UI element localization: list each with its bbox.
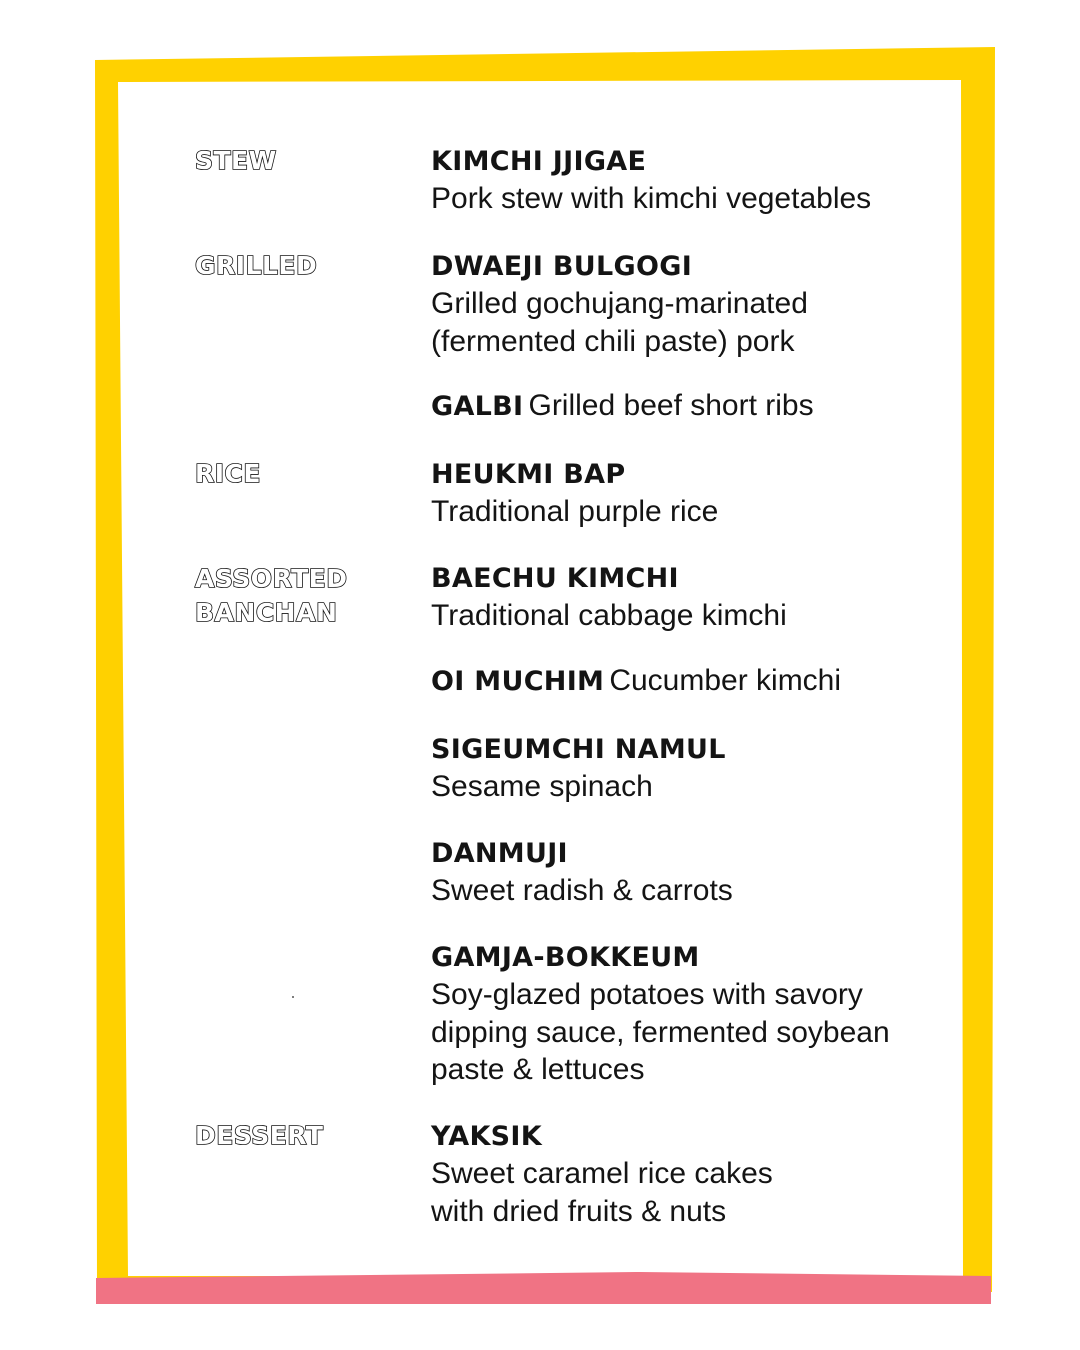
category-label: GRILLED: [195, 251, 318, 280]
desc-line: Traditional purple rice: [431, 495, 719, 528]
item-name: BAECHU KIMCHI: [431, 563, 679, 594]
category-stew: [195, 144, 277, 178]
desc-line: Sweet radish & carrots: [431, 874, 733, 907]
category-grilled: [195, 249, 317, 283]
category-assorted-banchan: [195, 562, 348, 630]
menu-item-galbi: [431, 387, 951, 425]
category-label: ASSORTED: [195, 564, 348, 593]
menu-item-yaksik: [431, 1118, 951, 1230]
item-description: [431, 180, 951, 218]
item-description: Grilled beef short ribs: [528, 389, 814, 422]
desc-line: dipping sauce, fermented soybean: [431, 1015, 890, 1049]
item-description: [431, 493, 951, 531]
item-description: [431, 768, 951, 806]
menu-item-gamja-bokkeum: [431, 939, 951, 1089]
item-description: [431, 597, 951, 635]
category-label: DESSERT: [195, 1121, 324, 1150]
desc-line: (fermented chili paste) pork: [431, 324, 795, 358]
item-description: [431, 872, 951, 910]
item-name: YAKSIK: [431, 1121, 542, 1152]
ink-speck: [292, 996, 294, 998]
menu-item-oi-muchim: [431, 662, 951, 700]
item-description: Cucumber kimchi: [609, 664, 842, 697]
menu-item-sigeumchi-namul: [431, 731, 951, 806]
item-name: HEUKMI BAP: [431, 459, 626, 490]
menu-item-dwaeji-bulgogi: [431, 248, 951, 360]
pink-bottom-bar: [96, 1272, 991, 1304]
category-label: RICE: [195, 459, 261, 488]
desc-line: Sweet caramel rice cakes: [431, 1157, 773, 1190]
item-name: GAMJA-BOKKEUM: [431, 942, 700, 973]
desc-line: with dried fruits & nuts: [431, 1194, 727, 1228]
item-name: GALBI: [431, 391, 524, 422]
desc-line: paste & lettuces: [431, 1053, 645, 1086]
item-name: KIMCHI JJIGAE: [431, 146, 647, 177]
item-name: DANMUJI: [431, 838, 568, 869]
desc-line: Grilled gochujang-marinated: [431, 287, 808, 320]
category-dessert: [195, 1119, 323, 1153]
category-label: STEW: [195, 146, 277, 175]
item-name: OI MUCHIM: [431, 666, 605, 697]
desc-line: Pork stew with kimchi vegetables: [431, 182, 872, 215]
menu-item-baechu-kimchi: [431, 560, 951, 635]
desc-line: Soy-glazed potatoes with savory: [431, 978, 863, 1011]
item-description: [431, 976, 951, 1089]
category-label: BANCHAN: [195, 598, 338, 627]
desc-line: Traditional cabbage kimchi: [431, 599, 787, 632]
item-description: [431, 1155, 951, 1230]
menu-item-kimchi-jjigae: [431, 143, 951, 218]
item-name: SIGEUMCHI NAMUL: [431, 734, 726, 765]
menu-item-heukmi-bap: [431, 456, 951, 531]
category-rice: [195, 457, 261, 491]
menu-item-danmuji: [431, 835, 951, 910]
item-name: DWAEJI BULGOGI: [431, 251, 693, 282]
item-description: [431, 285, 951, 360]
desc-line: Sesame spinach: [431, 770, 653, 803]
